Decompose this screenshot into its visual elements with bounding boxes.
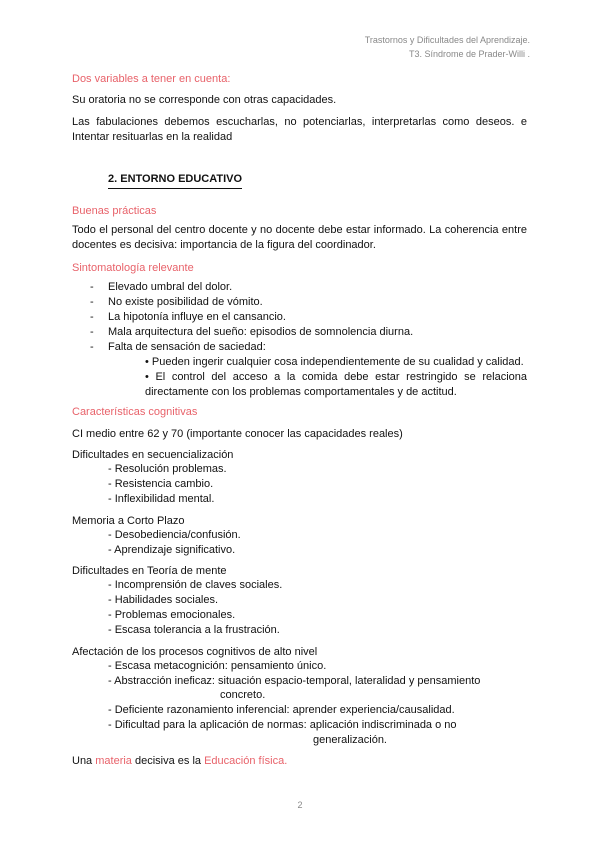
group-item: - Escasa metacognición: pensamiento único.	[108, 660, 327, 672]
group-item: - Aprendizaje significativo.	[108, 544, 236, 556]
group-item-continuation: generalización.	[313, 734, 387, 746]
document-page: Trastornos y Dificultades del Aprendizaje. T3. Síndrome de Prader-Willi . Dos variables a tener en cuenta: Su oratoria no se corresponde con otras capacidades. Las fabulaciones debemos escucharlas, no potenciarlas, interpretarlas como deseos. e Intentar resituarlas en la realidad 2. ENTORNO EDUCATIVO Buenas prácticas Todo el personal del centro docente y no docente debe estar informado. La coherencia entre docentes es decisiva: importancia de la figura del coordinador. Sintomatología relevante - Elevado umbral del dolor. - No existe posibilidad de vómito. - La hipotonía influye en el cansancio. - Mala arquitectura del sueño: episodios de somnolencia diurna. - Falta de sensación de saciedad: • Pueden ingerir cualquier cosa independientemente de su cualidad y calidad. • El control del acceso a la comida debe estar restringido se relaciona directamente con los problemas comportamentales y de actitud. Características cognitivas CI medio entre 62 y 70 (importante conocer las capacidades reales) Dificultades en secuencialización - Resolución problemas. - Resistencia cambio. - Inflexibilidad mental. Memoria a Corto Plazo - Desobediencia/confusión. - Aprendizaje significativo. Dificultades en Teoría de mente - Incomprensión de claves sociales. - Habilidades sociales. - Problemas emocionales. - Escasa tolerancia a la frustración. Afectación de los procesos cognitivos de alto nivel - Escasa metacognición: pensamiento único. - Abstracción ineficaz: situación espacio-temporal, lateralidad y pensamiento concreto. - Deficiente razonamiento inferencial: aprender experiencia/causalidad. - Dificultad para la aplicación de normas: aplicación indiscriminada o no generalización. Una materia decisiva es la Educación física. 2	[0, 0, 600, 848]
page-header	[365, 33, 530, 61]
cognitivas-heading: Características cognitivas	[72, 406, 198, 418]
ci-text: CI medio entre 62 y 70 (importante conocer las capacidades reales)	[72, 428, 403, 440]
group-item: - Habilidades sociales.	[108, 594, 219, 606]
group-item: - Desobediencia/confusión.	[108, 529, 241, 541]
group-item-continuation: concreto.	[220, 689, 266, 701]
group-title: Afectación de los procesos cognitivos de alto nivel	[72, 646, 318, 658]
sintomatologia-heading: Sintomatología relevante	[72, 262, 194, 274]
group-item: - Resolución problemas.	[108, 463, 227, 475]
group-item: - Deficiente razonamiento inferencial: aprender experiencia/causalidad.	[108, 704, 455, 716]
section-title: 2. ENTORNO EDUCATIVO	[108, 172, 242, 189]
group-title: Memoria a Corto Plazo	[72, 515, 185, 527]
intro-heading: Dos variables a tener en cuenta:	[72, 73, 231, 85]
group-item: - Inflexibilidad mental.	[108, 493, 215, 505]
buenas-practicas-text: Todo el personal del centro docente y no docente debe estar informado. La coherencia entre docentes es decisiva: importancia de la figura del coordinador.	[72, 224, 527, 251]
page-number: 2	[297, 800, 303, 810]
buenas-practicas-heading: Buenas prácticas	[72, 205, 157, 217]
sub-list-item: • El control del acceso a la comida debe estar restringido se relaciona directamente con los problemas comportamentales y de actitud.	[145, 371, 527, 398]
group-item: - Incomprensión de claves sociales.	[108, 579, 283, 591]
intro-paragraph-2: Las fabulaciones debemos escucharlas, no potenciarlas, interpretarlas como deseos. e Intentar resituarlas en la realidad	[72, 116, 527, 143]
group-item: - Problemas emocionales.	[108, 609, 236, 621]
closing-sentence: Una materia decisiva es la Educación física.	[72, 755, 288, 767]
group-title: Dificultades en Teoría de mente	[72, 565, 227, 577]
group-item: - Dificultad para la aplicación de normas: aplicación indiscriminada o no	[108, 719, 457, 731]
group-title: Dificultades en secuencialización	[72, 449, 234, 461]
header-line-2: T3. Síndrome de Prader-Willi .	[408, 49, 530, 59]
header-line-1: Trastornos y Dificultades del Aprendizaje.	[364, 35, 530, 45]
sub-list-item: • Pueden ingerir cualquier cosa independientemente de su cualidad y calidad.	[145, 356, 524, 368]
group-item: - Abstracción ineficaz: situación espacio-temporal, lateralidad y pensamiento	[108, 675, 481, 687]
intro-paragraph-1: Su oratoria no se corresponde con otras capacidades.	[72, 94, 337, 106]
group-item: - Resistencia cambio.	[108, 478, 214, 490]
group-item: - Escasa tolerancia a la frustración.	[108, 624, 280, 636]
